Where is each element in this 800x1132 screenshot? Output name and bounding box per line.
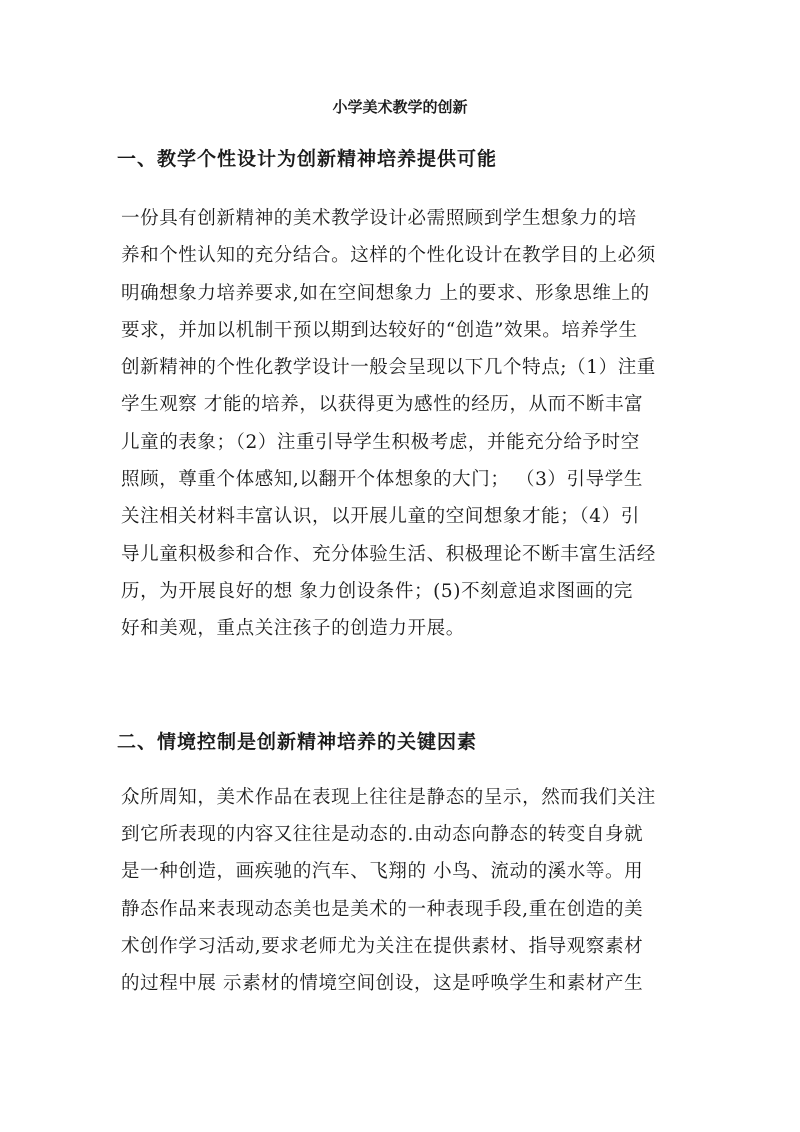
paragraph-line: 关注相关材料丰富认识，以开展儿童的空间想象才能；（4）引 (121, 506, 640, 528)
paragraph-line: 众所周知，美术作品在表现上往往是静态的呈示，然而我们关注 (121, 787, 656, 808)
paragraph-line: 学生观察 才能的培养，以获得更为感性的经历，从而不断丰富 (121, 394, 644, 416)
paragraph-line: 好和美观，重点关注孩子的创造力开展。 (121, 618, 465, 640)
paragraph-line: 导儿童积极参和合作、充分体验生活、积极理论不断丰富生活经 (121, 543, 656, 565)
paragraph-line: 明确想象力培养要求,如在空间想象力 上的要求、形象思维上的 (121, 282, 650, 304)
section-1-paragraph (121, 200, 691, 648)
paragraph-line: 静态作品来表现动态美也是美术的一种表现手段,重在创造的美 (121, 898, 644, 920)
section-2-paragraph (121, 779, 691, 1002)
paragraph-line: 到它所表现的内容又往往是动态的.由动态向静态的转变自身就 (121, 824, 644, 846)
paragraph-line: 的过程中展 示素材的情境空间创设，这是呼唤学生和素材产生 (121, 972, 644, 994)
paragraph-line: 要求，并加以机制干预以期到达较好的“创造”效果。培养学生 (121, 319, 638, 341)
paragraph-line: 创新精神的个性化教学设计一般会呈现以下几个特点;（1）注重 (121, 357, 656, 379)
paragraph-line: 术创作学习活动,要求老师尤为关注在提供素材、指导观察素材 (121, 935, 644, 957)
paragraph-line: 是一种创造，画疾驰的汽车、飞翔的 小鸟、流动的溪水等。用 (121, 861, 644, 883)
paragraph-line: 儿童的表象；（2）注重引导学生积极考虑，并能充分给予时空 (121, 431, 640, 453)
section-2-heading: 二、情境控制是创新精神培养的关键因素 (117, 731, 478, 753)
document-title: 小学美术教学的创新 (332, 98, 468, 116)
paragraph-line: 历，为开展良好的想 象力创设条件；(5)不刻意追求图画的完 (121, 580, 633, 602)
paragraph-line: 一份具有创新精神的美术教学设计必需照顾到学生想象力的培 (121, 208, 637, 229)
paragraph-line: 养和个性认知的充分结合。这样的个性化设计在教学目的上必须 (121, 245, 656, 267)
paragraph-line: 照顾，尊重个体感知,以翻开个体想象的大门； （3）引导学生 (121, 469, 643, 491)
section-1-heading: 一、教学个性设计为创新精神培养提供可能 (117, 148, 498, 170)
